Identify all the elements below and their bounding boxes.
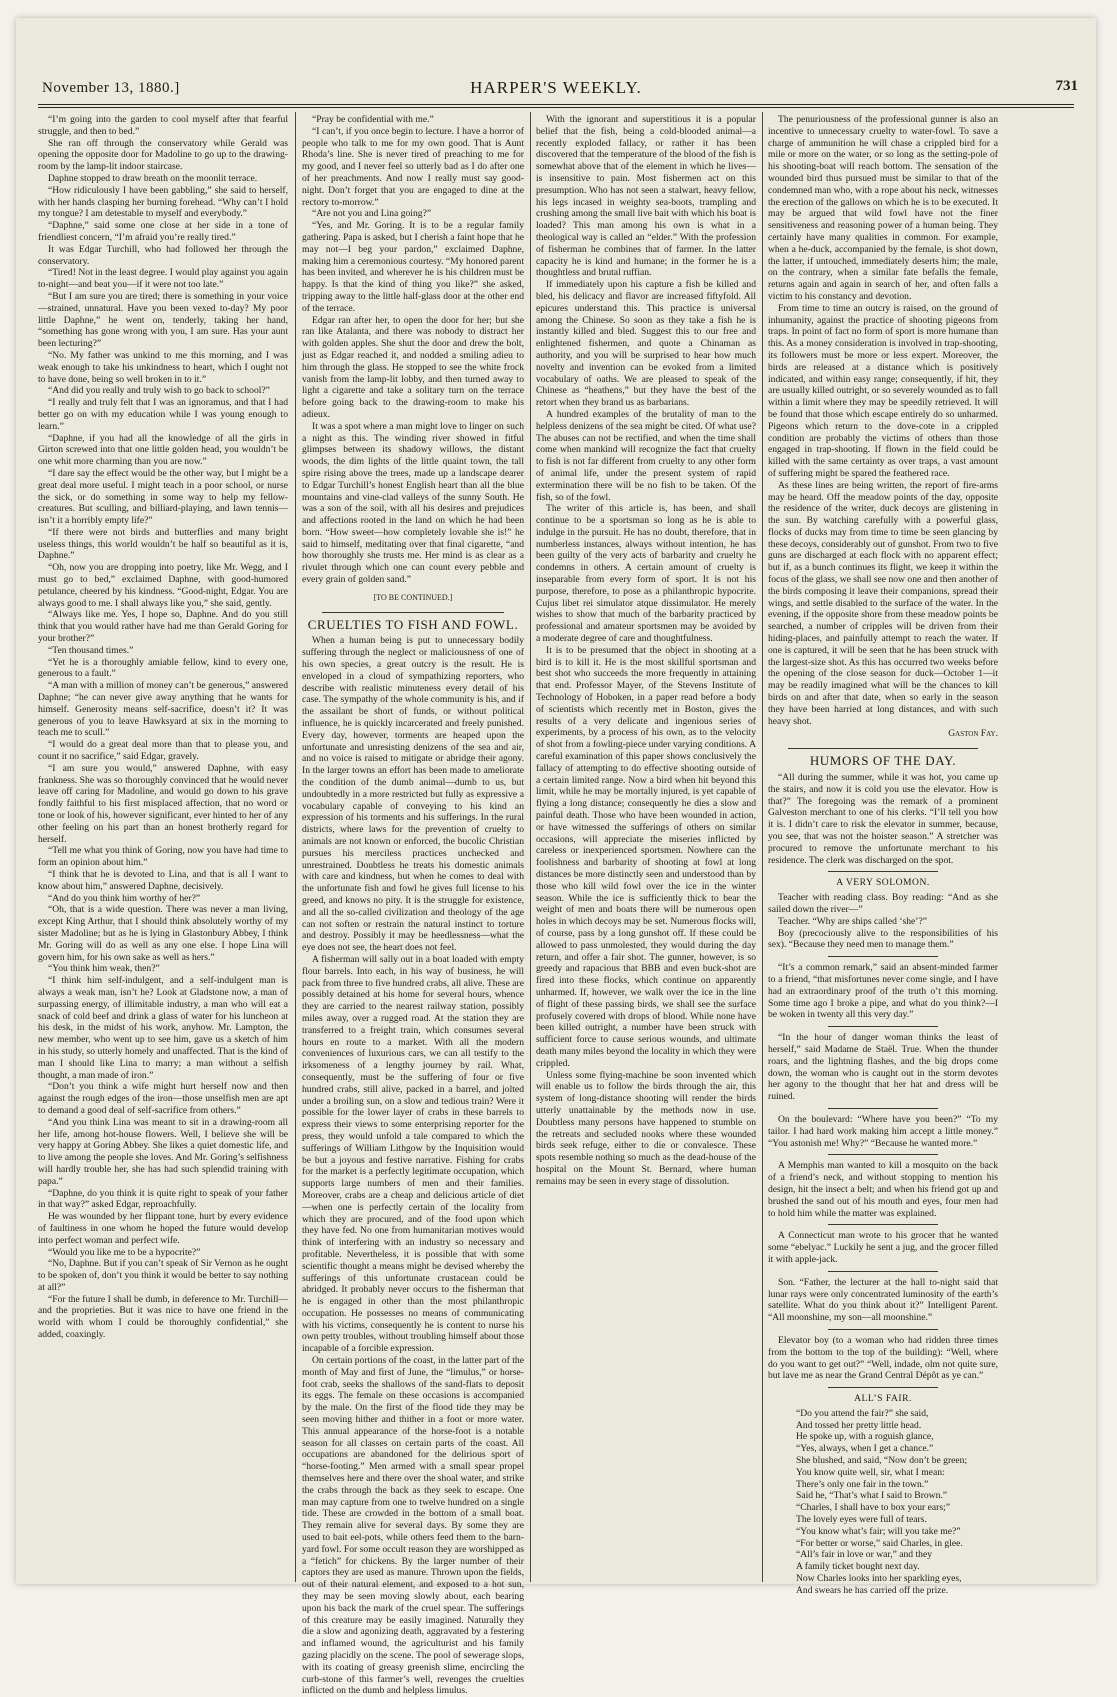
- story-paragraph: “Would you like me to be a hypocrite?”: [48, 1246, 201, 1258]
- article-paragraph: As these lines are being written, the report of fire-arms may be heard. Off the meadow points of the day, opposite the residence of the writer, duck decoys are glistening in the sun. By watching carefully with a powerful glass, flocks of ducks may from time to time be seen glancing by these decoys, considerably out of gunshot. From two to five guns are discharged at each flock with no apparent effect; but if, as a bunch continues its flight, we keep it within the focus of the glass, we shall see now one and then another of the birds composing it leave their companions, spread their wings, and settle disabled to the surface of the water. In the evening, if the opposite shore from these meadow points be searched, a number of cripples will be driven from their hiding-places, and painfully attempt to reach the water. If one is captured, it will be seen that he has been struck with the largest-size shot. As this has occurred two weeks before the opening of the close season for duck—October 1—it may be readily imagined what will be the chances to kill birds on and after that date, when so early in the season they have been harried at long distances, and with such heavy shot.: [768, 479, 998, 727]
- poem-line: Now Charles looks into her sparkling eyes,: [796, 1573, 962, 1585]
- humor-separator: [828, 1026, 938, 1027]
- story-paragraph: “I think him self-indulgent, and a self-indulgent man is always a weak man, isn’t he? Look at Gladstone now, a man of surpassing energy, of illimitable industry, a man who will eat a snack of cold beef and drink a glass of water for his luncheon at his desk, in the midst of his work, anyhow. Mr. Lampton, the new member, who went up to see him, gave us a sketch of him in his study, so utterly homely and unaffected. That is the kind of man I should like Lina to marry; a man without a selfish thought, a man made of iron.”: [38, 975, 288, 1081]
- story-paragraph: “And you think Lina was meant to sit in a drawing-room all her life, among hot-house flowers. Well, I believe she will be very happy at Goring Abbey. She likes a quiet domestic life, and to live among the people she loves. And Mr. Goring’s selfishness will hardly trouble her, she has had such splendid training with papa.”: [38, 1116, 288, 1187]
- story-paragraph: She ran off through the conservatory while Gerald was opening the opposite door for Madoline to go up to the drawing-room by the lamp-lit indoor staircase.: [38, 137, 288, 173]
- story-paragraph: “Tell me what you think of Goring, now you have had time to form an opinion about him.”: [38, 845, 288, 869]
- story-paragraph: “Always like me. Yes, I hope so, Daphne. And do you still think that you would rather have had me than Gerald Goring for your brother?”: [38, 609, 288, 645]
- humor-item: A Connecticut man wrote to his grocer that he wanted some “ebelyac.” Luckily he sent a jug, and the grocer filled it with apple-jack.: [768, 1230, 998, 1265]
- column-divider: [530, 112, 531, 1582]
- story-paragraph: “But I am sure you are tired; there is something in your voice—strained, unnatural. Have you been vexed to-day? My poor little Daphne,” he went on, tenderly, taking her hand, “something has gone wrong with you, I am sure. Has your aunt been lecturing?”: [38, 290, 288, 350]
- poem-line: “Yes, always, when I get a chance.”: [796, 1443, 934, 1455]
- header-rule: [38, 104, 1074, 105]
- masthead-title: HARPER'S WEEKLY.: [470, 78, 642, 97]
- poem-line: You know quite well, sir, what I mean:: [796, 1466, 945, 1478]
- poem-line: “For better or worse,” said Charles, in glee.: [796, 1537, 963, 1549]
- story-paragraph: “How ridiculously I have been gabbling,” she said to herself, with her hands clasping her burning forehead. “Why can’t I hold my tongue? I am detestable to myself and everybody.”: [38, 184, 288, 220]
- humors-title: HUMORS OF THE DAY.: [809, 753, 957, 769]
- humor-item: Son. “Father, the lecturer at the hall to-night said that lunar rays were only concentrated luminosity of the earth’s satellite. What do you think about it?” Intelligent Parent. “All moonshine, my son—all moonshine.”: [768, 1276, 998, 1324]
- poem-line: And swears he has carried off the prize.: [796, 1584, 949, 1596]
- article-paragraph: A hundred examples of the brutality of man to the helpless denizens of the sea might be cited. Of what use? The abuses can not be rectified, and when the time shall come when mankind will recognize the fact that cruelty to fish is not far different from cruelty to any other form of animal life, under the present system of rapid extermination there will be no fish to be taken. Of the fish, so of the fowl.: [536, 408, 756, 503]
- column-3: [536, 114, 756, 1579]
- article-paragraph: If immediately upon his capture a fish be killed and bled, his delicacy and flavor are increased fiftyfold. All epicures understand this. This practice is universal among the Chinese. So soon as they take a fish he is instantly killed and bled. Suggest this to our free and enlightened fishermen, and quote a Chinaman as authority, and you will be surprised to hear how much novelty and invention can be evoked from a limited vocabulary of oaths. We are pleased to speak of the Chinese as “heathens,” but they have the best of the retort when they brand us as barbarians.: [536, 279, 756, 409]
- humor-item: “It’s a common remark,” said an absent-minded farmer to a friend, “that misfortunes never come single, and I have had an extraordinary proof of the truth o’t this morning. Some time ago I broke a pipe, and what do you think?—I be woken in twenty all this very day.”: [768, 962, 998, 1021]
- column-4: [768, 114, 998, 1596]
- issue-date: November 13, 1880.]: [42, 80, 180, 96]
- article-signature: Gaston Fay.: [948, 728, 998, 740]
- article-paragraph: The penuriousness of the professional gunner is also an incentive to unnecessary cruelty to water-fowl. To save a charge of ammunition he will chase a crippled bird for a mile or more on the water, or so long as the setting-pole of his shooting-boat will reach bottom. The sensation of the wounded bird thus pursued must be similar to that of the condemned man who, with a rope about his neck, witnesses the erection of the gallows on which he is to be executed. It may be argued that wild fowl have not the finer sensitiveness and reasoning power of a human being. They certainly have many qualities in common. For example, when a he-duck, accompanied by the female, is shot down, the latter, if untouched, immediately deserts him; the male, on the contrary, when a similar fate befalls the female, returns again and again in search of her, and often falls a victim to his constancy and devotion.: [768, 114, 998, 302]
- poem: [768, 1408, 998, 1597]
- humor-item: “In the hour of danger woman thinks the least of herself,” said Madame de Staël. True. When the thunder roars, and the lightning flashes, and the big drops come down, the woman who is caught out in the storm devotes her agony to the thought that her hat and dress will be ruined.: [768, 1032, 998, 1103]
- story-paragraph: “And do you think him worthy of her?”: [48, 892, 201, 904]
- humor-separator: [828, 1154, 938, 1155]
- story-paragraph: “Oh, now you are dropping into poetry, like Mr. Wegg, and I must go to bed,” exclaimed Daphne, with good-humored petulance, cheered by his kindness. “Good-night, Edgar. You are always good to me. I shall always like you,” she said, gently.: [38, 562, 288, 609]
- story-paragraph: He was wounded by her flippant tone, hurt by every evidence of faultiness in one whom he hoped the future would develop into perfect woman and perfect wife.: [38, 1211, 288, 1246]
- humor-item: Boy (precociously alive to the responsibilities of his sex). “Because they need men to manage them.”: [768, 927, 998, 951]
- poem-line: She blushed, and said, “Now don’t be green;: [796, 1455, 968, 1467]
- poem-line: The lovely eyes were full of tears.: [796, 1514, 927, 1526]
- to-be-continued: [TO BE CONTINUED.]: [373, 592, 453, 602]
- column-2: [302, 114, 524, 1697]
- humor-separator: [828, 1329, 938, 1330]
- story-paragraph: “For the future I shall be dumb, in deference to Mr. Turchill—and the proprieties. But it was nice to have one friend in the world with whom I could be thoroughly confidential,” she added, coaxingly.: [38, 1293, 288, 1341]
- poem-title: ALL’S FAIR.: [854, 1393, 912, 1405]
- story-paragraph: “Pray be confidential with me.”: [312, 114, 434, 125]
- header-rule-double: [38, 107, 1074, 108]
- story-paragraph: It was a spot where a man might love to linger on such a night as this. The winding river showed in fitful glimpses between its shadowy willows, the distant woods, the dim lights of the little quaint town, the tall spire rising above the trees, made up a landscape dearer to Edgar Turchill’s honest English heart than all the blue mountains and vine-clad valleys of the sunny South. He was a son of the soil, with all his desires and prejudices and affections rooted in the land on which he had been born. “How sweet—how completely lovable she is!” he said to himself, meditating over that final cigarette, “and how thoroughly she trusts me. Her mind is as clear as a rivulet through which one can count every pebble and every grain of golden sand.”: [302, 420, 524, 586]
- humor-item: Elevator boy (to a woman who had ridden three times from the bottom to the top of the building): “Well, where do you want to get out?” “Well, indade, olm not quite sure, but lave me as near the Grand Central Dépôt as ye can.”: [768, 1334, 998, 1382]
- humor-separator: [828, 1224, 938, 1225]
- newspaper-page: [16, 18, 1096, 1697]
- column-divider: [295, 112, 296, 1582]
- humors-section: [768, 772, 998, 1597]
- story-paragraph: “I’m going into the garden to cool myself after that fearful struggle, and then to bed.”: [38, 114, 288, 137]
- story-paragraph: “I am sure you would,” answered Daphne, with easy frankness. She was so thoroughly convinced that he would never leave off caring for Madoline, and would go down to his grave fondly faithful to his first misplaced affection, that no word or tone or look of his, however significant, ever hinted to her of any other feeling on his part than an honest brotherly regard for herself.: [38, 762, 288, 845]
- story-paragraph: “I dare say the effect would be the other way, but I might be a great deal more useful. I might teach in a poor school, or nurse the sick, or do something in some way to help my fellow-creatures. But sculling, and billiard-playing, and lawn tennis—isn’t it a horribly empty life?”: [38, 467, 288, 527]
- story-paragraph: “Daphne, do you think it is quite right to speak of your father in that way?” asked Edgar, reproachfully.: [38, 1187, 288, 1211]
- page-header: [26, 80, 1086, 104]
- story-paragraph: “Don’t you think a wife might hurt herself now and then against the rough edges of the iron—those unselfish men are apt to demand a good deal of self-sacrifice from others.”: [38, 1081, 288, 1116]
- poem-line: “Charles, I shall have to box your ears;”: [796, 1502, 950, 1514]
- story-paragraph: “Daphne, if you had all the knowledge of all the girls in Girton screwed into that one little golden head, you wouldn’t be one whit more charming than you are now.”: [38, 432, 288, 468]
- story-paragraph: “You think him weak, then?”: [48, 963, 160, 975]
- article-paragraph: On certain portions of the coast, in the latter part of the month of May and first of June, the “limulus,” or horse-foot crab, seeks the shallows of the sand-flats to deposit its eggs. The female on these occasions is accompanied by the male. On the first of the flood tide they may be seen moving hither and thither in a foot or more water. This annual appearance of the horse-foot is a notable season for all classes on certain parts of the coast. All occupations are abandoned for the delirious sport of “horse-footing.” Men armed with a small spear propel themselves here and there over the shoal water, and strike the crabs through the back as they seek to escape. One man may capture from one to twelve hundred on a single tide. These are crowded in the bottom of a small boat. They remain alive for several days. By some they are used to bait eel-pots, while others feed them to the barn-yard fowl. For some occult reason they are worshipped as a “fetich” for chickens. By the larger number of their captors they are used as manure. Thrown upon the fields, out of their natural element, and exposed to a hot sun, they may be seen moving slowly about, each bearing upon his back the mark of the cruel spear. The sufferings of this creature may be easily imagined. Naturally they die a slow and agonizing death, aggravated by a festering and inflamed wound, the agriculturist and his family gazing placidly on the scene. The pool of sewerage slops, with its coating of greasy greenish slime, encircling the curb-stone of this farmer’s well, revenges the cruelties inflicted on the dumb and helpless limulus.: [302, 1355, 524, 1697]
- article-paragraph: When a human being is put to unnecessary bodily suffering through the neglect or maliciousness of one of his own species, a great outcry is the result. He is enveloped in a cloud of sympathizing reporters, who describe with realistic minuteness every detail of his case. The sympathy of the whole community is his, and if the assailant be short of funds, or without political influence, he is quickly incarcerated and freely punished. Every day, however, torments are heaped upon the unfortunate and unresisting denizens of the sea and air, and no voice is raised to mitigate or abridge their agony. In the larger towns an effort has been made to ameliorate the condition of the dumb animal—dumb to us, but undoubtedly in a more restricted but fully as expressive a vocabulary capable of conveying to his kind an expression of his torments and his sufferings. In the rural districts, where laws for the prevention of cruelty to animals are not known or enforced, the bucolic Christian pursues his merciless practices unchecked and unrestrained. Doubtless he treats his domestic animals with care and kindness, but when he comes to deal with the unfortunate fish and fowl he gives full license to his greed, and knows no pity. It is the struggle for existence, and all the so-called civilization and theology of the age can not soften or restrain the natural instinct to torture and destroy. Possibly it may be heedlessness—what the eye does not see, the heart does not feel.: [302, 635, 524, 954]
- poem-line: A family ticket bought next day.: [796, 1561, 920, 1573]
- story-paragraph: “I really and truly felt that I was an ignoramus, and that I had better go on with my education while I was young enough to learn.”: [38, 397, 288, 432]
- humor-separator: [828, 871, 938, 872]
- story-paragraph: “A man with a million of money can’t be generous,” answered Daphne; “he can never give away anything that he wants for himself. Generosity means self-sacrifice, doesn’t it? It was generous of you to leave Hawksyard at six in the morning to teach me to scull.”: [38, 680, 288, 739]
- story-paragraph: “I would do a great deal more than that to please you, and count it no sacrifice,” said Edgar, gravely.: [38, 739, 288, 763]
- column-1: [38, 114, 288, 1579]
- story-paragraph: “If there were not birds and butterflies and many bright useless things, this world wouldn’t be half so beautiful as it is, Daphne.”: [38, 526, 288, 562]
- story-paragraph: “Daphne,” said some one close at her side in a tone of friendliest concern, “I’m afraid you’re really tired.”: [38, 220, 288, 243]
- humor-item: A Memphis man wanted to kill a mosquito on the back of a friend’s neck, and without stopping to mention his design, hit the insect a belt; and when his friend got up and brushed the sand out of his mouth and eyes, four men had to hold him while the matter was explained.: [768, 1160, 998, 1219]
- story-paragraph: “Are not you and Lina going?”: [312, 208, 432, 220]
- section-separator: [322, 612, 504, 613]
- story-paragraph: “Yes, and Mr. Goring. It is to be a regular family gathering. Papa is asked, but I cherish a faint hope that he may not—I beg your pardon,” exclaimed Daphne, making him a ceremonious courtesy. “My honored parent has been invited, and wherever he is his children must be happy. Is that the kind of thing you like?” she asked, tripping away to the little half-glass door at the other end of the terrace.: [302, 220, 524, 314]
- humor-separator: [828, 956, 938, 957]
- story-paragraph: It was Edgar Turchill, who had followed her through the conservatory.: [38, 243, 288, 267]
- story-paragraph: “Tired! Not in the least degree. I would play against you again to-night—and beat you—if it were not too late.”: [38, 267, 288, 291]
- story-paragraph: Daphne stopped to draw breath on the moonlit terrace.: [48, 172, 258, 184]
- story-paragraph: “No. My father was unkind to me this morning, and I was weak enough to take his unkindness to heart, which I ought not to have done, being so well broken in to it.”: [38, 349, 288, 385]
- story-paragraph: “Yet he is a thoroughly amiable fellow, kind to every one, generous to a fault.”: [38, 656, 288, 680]
- article-title: CRUELTIES TO FISH AND FOWL.: [307, 616, 519, 632]
- humor-subtitle: A VERY SOLOMON.: [836, 877, 930, 889]
- story-paragraph: “I think that he is devoted to Lina, and that is all I want to know about him,” answered Daphne, decisively.: [38, 869, 288, 892]
- article-paragraph: It is to be presumed that the object in shooting at a bird is to kill it. He is the most skillful sportsman and best shot who succeeds the more frequently in attaining that end. Professor Mayer, of the Stevens Institute of Technology of Hoboken, in a paper read before a body of scientists which recently met in Boston, gives the results of a very delicate and ingenious series of experiments, by a process of his own, as to the velocity of shot from a fowling-piece under varying conditions. A careful examination of this paper shows conclusively the fallacy of attempting to do effective shooting outside of a certain limited range. Now a bird when hit beyond this limit, while he may be mortally injured, is yet capable of flying a long distance; consequently he dies a slow and painful death. Those who have been wounded in action, or have witnessed the sufferings of others on similar occasions, will appreciate the miseries inflicted by careless or inexperienced sportsmen. Nowhere can the foolishness and barbarity of shooting at fowl at long distances be more distinctly seen and understood than by those who kill wild fowl over the ice in the winter season. While the ice is sufficiently thick to bear the weight of men and boats there will be numerous open holes in which decoys may be set. Numerous flocks will, of course, pass by a long gunshot off. If these could be allowed to pass unmolested, they would during the day return, and offer a fair shot. The gunner, however, is so greedy and rapacious that BBB and even buck-shot are fired into these flocks, which continue on apparently unharmed. If, however, we walk over the ice in the line of flight of these passing birds, we shall see the surface profusely covered with drops of blood. While none have been killed outright, a number have been struck with sufficient force to cause serious wounds, and ultimate death many miles beyond the locality in which they were crippled.: [536, 644, 756, 1069]
- column-divider: [762, 112, 763, 1582]
- humor-separator: [828, 1108, 938, 1109]
- poem-line: There’s only one fair in the town.”: [796, 1478, 929, 1490]
- humor-item: Teacher with reading class. Boy reading: “And as she sailed down the river—”: [768, 892, 998, 915]
- article-paragraph: A fisherman will sally out in a boat loaded with empty flour barrels. Into each, in his way of business, he will pack from three to five hundred crabs, all alive. These are possibly detained at his home for several hours, whence they are carried to the nearest railway station, possibly miles away, over a rugged road. At the station they are transferred to a freight train, which consumes several hours en route to a market. With all the modern conveniences of luxurious cars, we can all testify to the irksomeness of a lengthy journey by rail. What, consequently, must be the suffering of four or five hundred crabs, still alive, packed in a barrel, and jolted under a broiling sun, on a slow and tedious train? Were it possible for the lower layer of crabs in these barrels to express their views to some enterprising reporter for the press, they would unfold a tale compared to which the sufferings of William Lithgow by the Inquisition would be but a joyous and festive narrative. Fishing for crabs for the market is a perfectly legitimate occupation, which supports large numbers of men and their families. Moreover, crabs are a cheap and delicious article of diet—when one is perfectly certain of the locality from which they are procured, and of the food upon which they have fed. No one from humanitarian motives would think of interfering with an industry so necessary and profitable. Nevertheless, it is possible that with some scientific thought a means might be devised whereby the sufferings of this unfortunate crustacean could be abridged. It probably never occurs to the fisherman that he is engaged in other than the most philanthropic occupation. He possesses no means of communicating with his victims, consequently he is content to nurse his own petty troubles, without troubling himself about those incapable of a forcible expression.: [302, 953, 524, 1355]
- article-paragraph: The writer of this article is, has been, and shall continue to be a sportsman so long as he is able to indulge in the pursuit. He has no doubt, therefore, that in numberless instances, always without intention, he has been guilty of the very acts of barbarity and cruelty he condemns in others. A certain amount of cruelty is inseparable from every form of sport. It is not his purpose, therefore, to pose as a philanthropic hypocrite. Cujus libet rei simulator atque dissimulator. He merely wishes to show that much of the barbarity practiced by professional and amateur sportsmen may be avoided by a moderate degree of care and thoughtfulness.: [536, 503, 756, 645]
- article-paragraph: Unless some flying-machine be soon invented which will enable us to follow the birds through the air, this system of long-distance shooting will render the birds utterly unattainable by the methods now in use. Doubtless many persons have happened to stumble on the retreats and secluded nooks where these wounded birds seek refuge, either to die or convalesce. These spots resemble nothing so much as the dead-house of the hospital on the Mount St. Bernard, where human remains may be seen in every stage of dissolution.: [536, 1069, 756, 1187]
- story-paragraph: “No, Daphne. But if you can’t speak of Sir Vernon as he ought to be spoken of, don’t you think it would be better to say nothing at all?”: [38, 1258, 288, 1293]
- story-paragraph: “I can’t, if you once begin to lecture. I have a horror of people who talk to me for my own good. That is Aunt Rhoda’s line. She is never tired of preaching to me for my good, and I never feel so utterly bad as I do after one of her preachments. And now I really must say good-night. Don’t forget that you are engaged to dine at the rectory to-morrow.”: [302, 125, 524, 208]
- humor-separator: [828, 1387, 938, 1388]
- article-paragraph: From time to time an outcry is raised, on the ground of inhumanity, against the practice of shooting pigeons from traps. In point of fact no form of sport is more humane than this. As a money consideration is involved in trap-shooting, its followers must be more or less expert. Moreover, the birds are released at a distance which is positively indicated, and within easy range; consequently, if hit, they are usually killed outright, or so severely wounded as to fall within a limit where they may be speedily retrieved. It will be found that those which escape entirely do so unharmed. Pigeons which return to the dove-cote in a crippled condition are probably the victims of others than those engaged in trap-shooting. If flown in the field could be killed with the same certainty as over traps, a vast amount of suffering might be spared the feathered race.: [768, 302, 998, 479]
- story-paragraph: “And did you really and truly wish to go back to school?”: [48, 385, 270, 397]
- humor-item: On the boulevard: “Where have you been?” “To my tailor. I had hard work making him accept a little money.” “You astonish me! Why?” “Because he wanted more.”: [768, 1113, 998, 1149]
- page-number: 731: [1055, 78, 1078, 94]
- section-separator: [788, 748, 978, 749]
- poem-line: He spoke up, with a roguish glance,: [796, 1431, 934, 1443]
- humor-item: “All during the summer, while it was hot, you came up the stairs, and now it is cold you use the elevator. How is that?” The foregoing was the remark of a prominent Galveston merchant to one of his clerks. “I’ll tell you how it is. I didn’t care to risk the elevator in summer, because, you see, that was not the hoister season.” A stretcher was procured to remove the unfortunate merchant to his residence. The clerk was discharged on the spot.: [768, 772, 998, 866]
- humor-separator: [828, 1271, 938, 1272]
- poem-line: “All’s fair in love or war,” and they: [796, 1549, 933, 1561]
- story-paragraph: “Oh, that is a wide question. There was never a man living, except King Arthur, that I should think absolutely worthy of my sister Madoline; but as he is lying in Glastonbury Abbey, I think Mr. Goring will do as well as any one else. I hope Lina will govern him, for his own sake as well as hers.”: [38, 904, 288, 963]
- article-paragraph: With the ignorant and superstitious it is a popular belief that the fish, being a cold-blooded animal—a recently exploded fallacy, or rather it has been discovered that the temperature of the blood of the fish is somewhat above that of the element in which he lives—is insensitive to pain. Most fishermen act on this presumption. Who has not seen a stalwart, heavy fellow, his legs incased in weighty sea-boots, trampling and crushing among the small live bait with which his boat is loaded? This man among his own is what in a theological way is called an “elder.” With the profession of fisherman he combines that of farmer. In the latter capacity he is kind and humane; in the former he is a thoughtless and brutal ruffian.: [536, 114, 756, 279]
- poem-line: “You know what’s fair; will you take me?”: [796, 1525, 961, 1537]
- story-paragraph: “Ten thousand times.”: [48, 644, 134, 656]
- poem-line: “Do you attend the fair?” she said,: [796, 1407, 929, 1419]
- poem-line: Said he, “That’s what I said to Brown.”: [796, 1490, 948, 1502]
- humor-item: Teacher. “Why are ships called ‘she’?”: [778, 915, 928, 927]
- story-paragraph: Edgar ran after her, to open the door for her; but she ran like Atalanta, and there was nobody to distract her with golden apples. She shut the door and drew the bolt, just as Edgar reached it, and nodded a smiling adieu to him through the glass. He stopped to see the white frock vanish from the lamp-lit lobby, and then turned away to light a cigarette and take a solitary turn on the terrace before going back to the drawing-room to make his adieux.: [302, 314, 524, 420]
- poem-line: And tossed her pretty little head.: [796, 1419, 922, 1431]
